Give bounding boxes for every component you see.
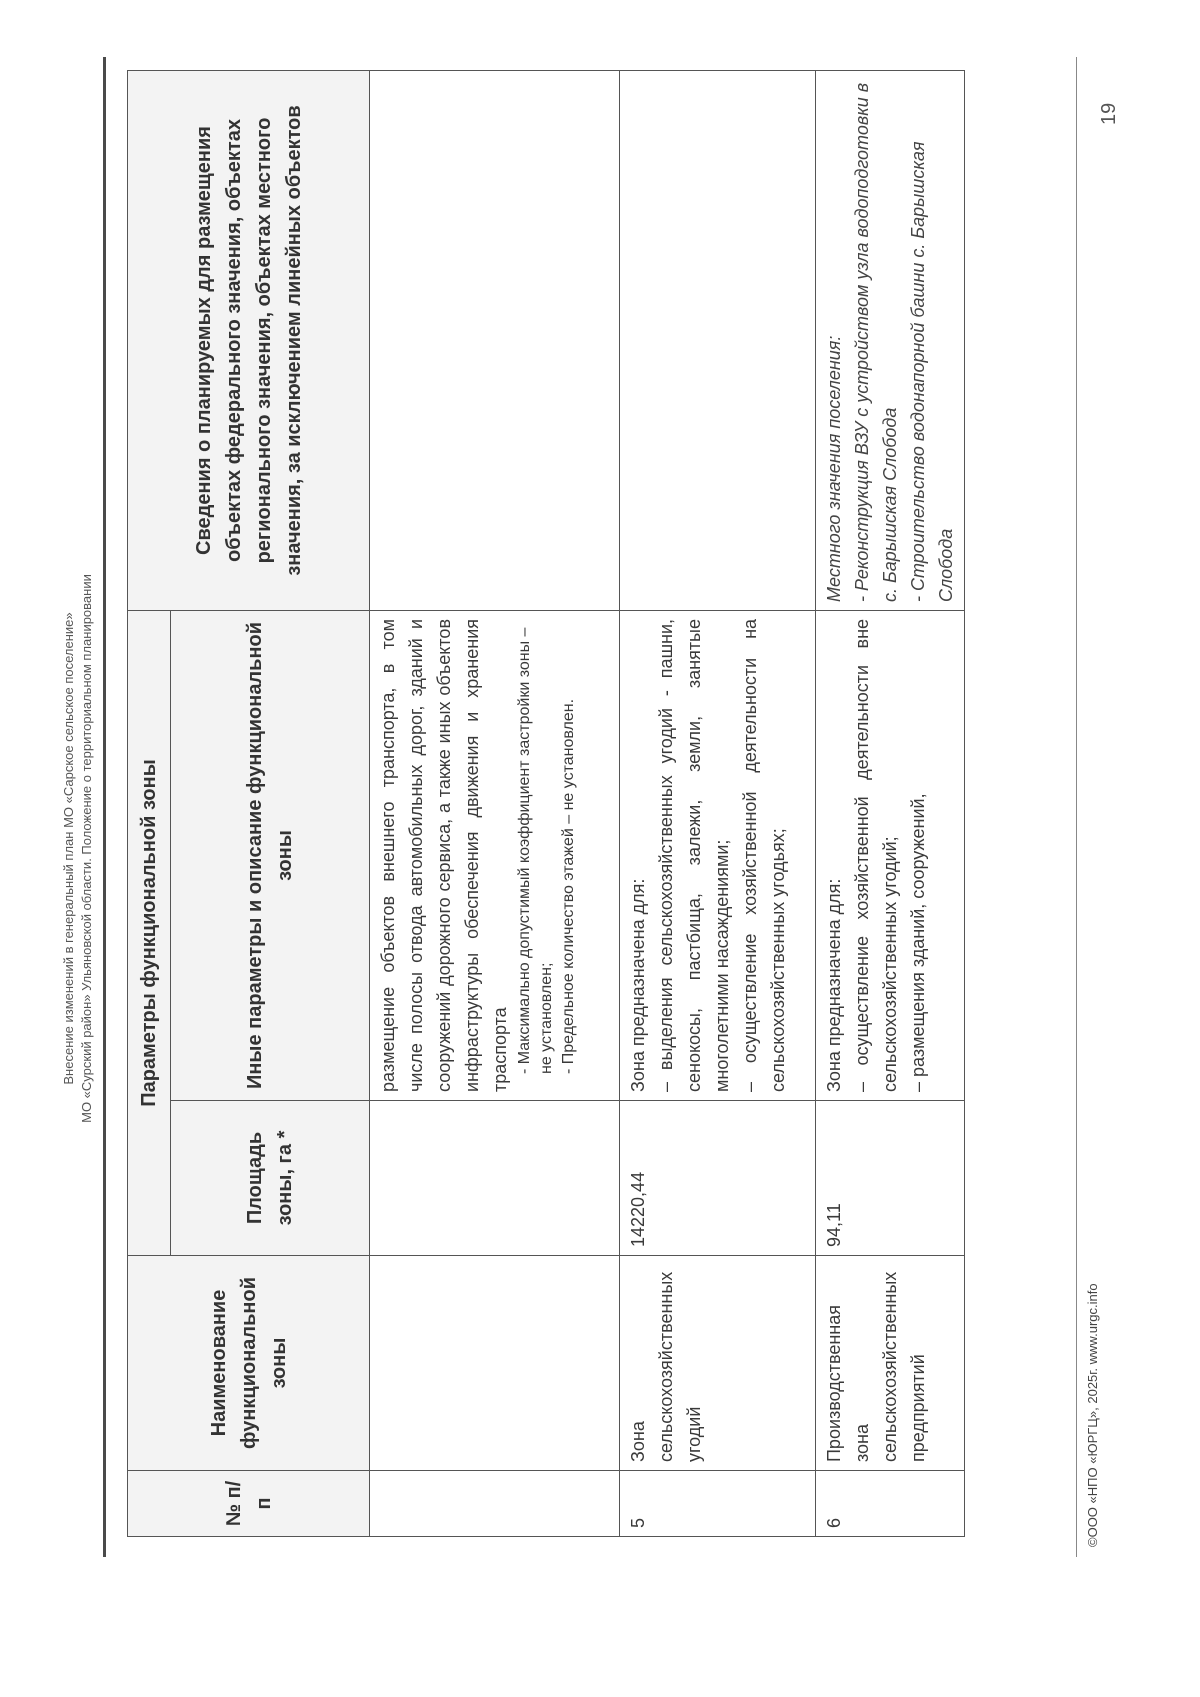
row-area: 94,11 xyxy=(816,1101,965,1256)
row-zone-name xyxy=(370,1256,620,1471)
description-item: – осуществление хозяйственной деятельности на сельскохозяйственных угодьях; xyxy=(740,618,788,1092)
row-objects xyxy=(816,70,965,610)
description-intro: Зона предназначена для: xyxy=(628,878,648,1092)
row-area xyxy=(370,1101,620,1256)
row-objects xyxy=(370,70,620,610)
footer-copyright: ©ООО «НПО «ЮРГЦ», 2025г. www.urgc.info xyxy=(1085,1283,1100,1547)
object-item: - Реконструкция ВЗУ с устройством узла водоподготовки в с. Барышская Слобода xyxy=(852,82,900,602)
functional-zones-table xyxy=(127,70,965,1537)
description-item: – размещения зданий, сооружений, xyxy=(908,793,928,1092)
header-other-params: Иные параметры и описание функциональной зоны xyxy=(171,610,370,1100)
header-area: Площадь зоны, га * xyxy=(171,1101,370,1256)
table-row xyxy=(370,70,620,1536)
footer-rule xyxy=(1076,57,1077,1557)
table-row xyxy=(620,70,816,1536)
header-rule xyxy=(103,57,106,1557)
table-row xyxy=(816,70,965,1536)
objects-heading: Местного значения поселения: xyxy=(824,335,844,602)
header-zone-params: Параметры функциональной зоны xyxy=(128,610,171,1255)
row-num: 5 xyxy=(620,1471,816,1537)
description-intro: Зона предназначена для: xyxy=(824,878,844,1092)
row-description xyxy=(370,610,620,1100)
description-item: – выделения сельскохозяйственных угодий - пашни, сенокосы, пастбища, залежи, земли, занятые многолетними насаждениями; xyxy=(656,618,732,1092)
header-line-2: МО «Сурский район» Ульяновской области. Положение о территориальном планировании xyxy=(79,574,94,1123)
row-description xyxy=(620,610,816,1100)
note-floors: - Предельное количество этажей – не установлен. xyxy=(560,698,577,1074)
header-planned-objects: Сведения о планируемых для размещения объектах федерального значения, объектах регионального значения, объектах местного значения, за исключением линейных объектов xyxy=(128,70,370,610)
row-zone-name: Производственная зона сельскохозяйственных предприятий xyxy=(816,1256,965,1471)
document-header xyxy=(60,0,96,1697)
object-item: - Строительство водонапорной башни с. Барышская Слобода xyxy=(908,141,956,602)
description-item: – осуществление хозяйственной деятельности вне сельскохозяйственных угодий; xyxy=(852,618,900,1092)
row-num: 6 xyxy=(816,1471,965,1537)
page-number: 19 xyxy=(1098,102,1120,125)
row-zone-name: Зона сельскохозяйственных угодий xyxy=(620,1256,816,1471)
note-coefficient: - Максимально допустимый коэффициент застройки зоны – не установлен; xyxy=(516,627,555,1074)
header-num: № п/п xyxy=(128,1471,370,1537)
row-num xyxy=(370,1471,620,1537)
row-area: 14220,44 xyxy=(620,1101,816,1256)
header-line-1: Внесение изменений в генеральный план МО «Сарское сельское поселение» xyxy=(61,612,76,1085)
row-objects xyxy=(620,70,816,610)
description-text: размещение объектов внешнего транспорта, в том числе полосы отвода автомобильных дорог, зданий и сооружений дорожного сервиса, а также иных объектов инфраструктуры обеспечения движения и хранения траспорта xyxy=(378,618,510,1092)
row-description xyxy=(816,610,965,1100)
header-zone-name: Наименование функциональной зоны xyxy=(128,1256,370,1471)
